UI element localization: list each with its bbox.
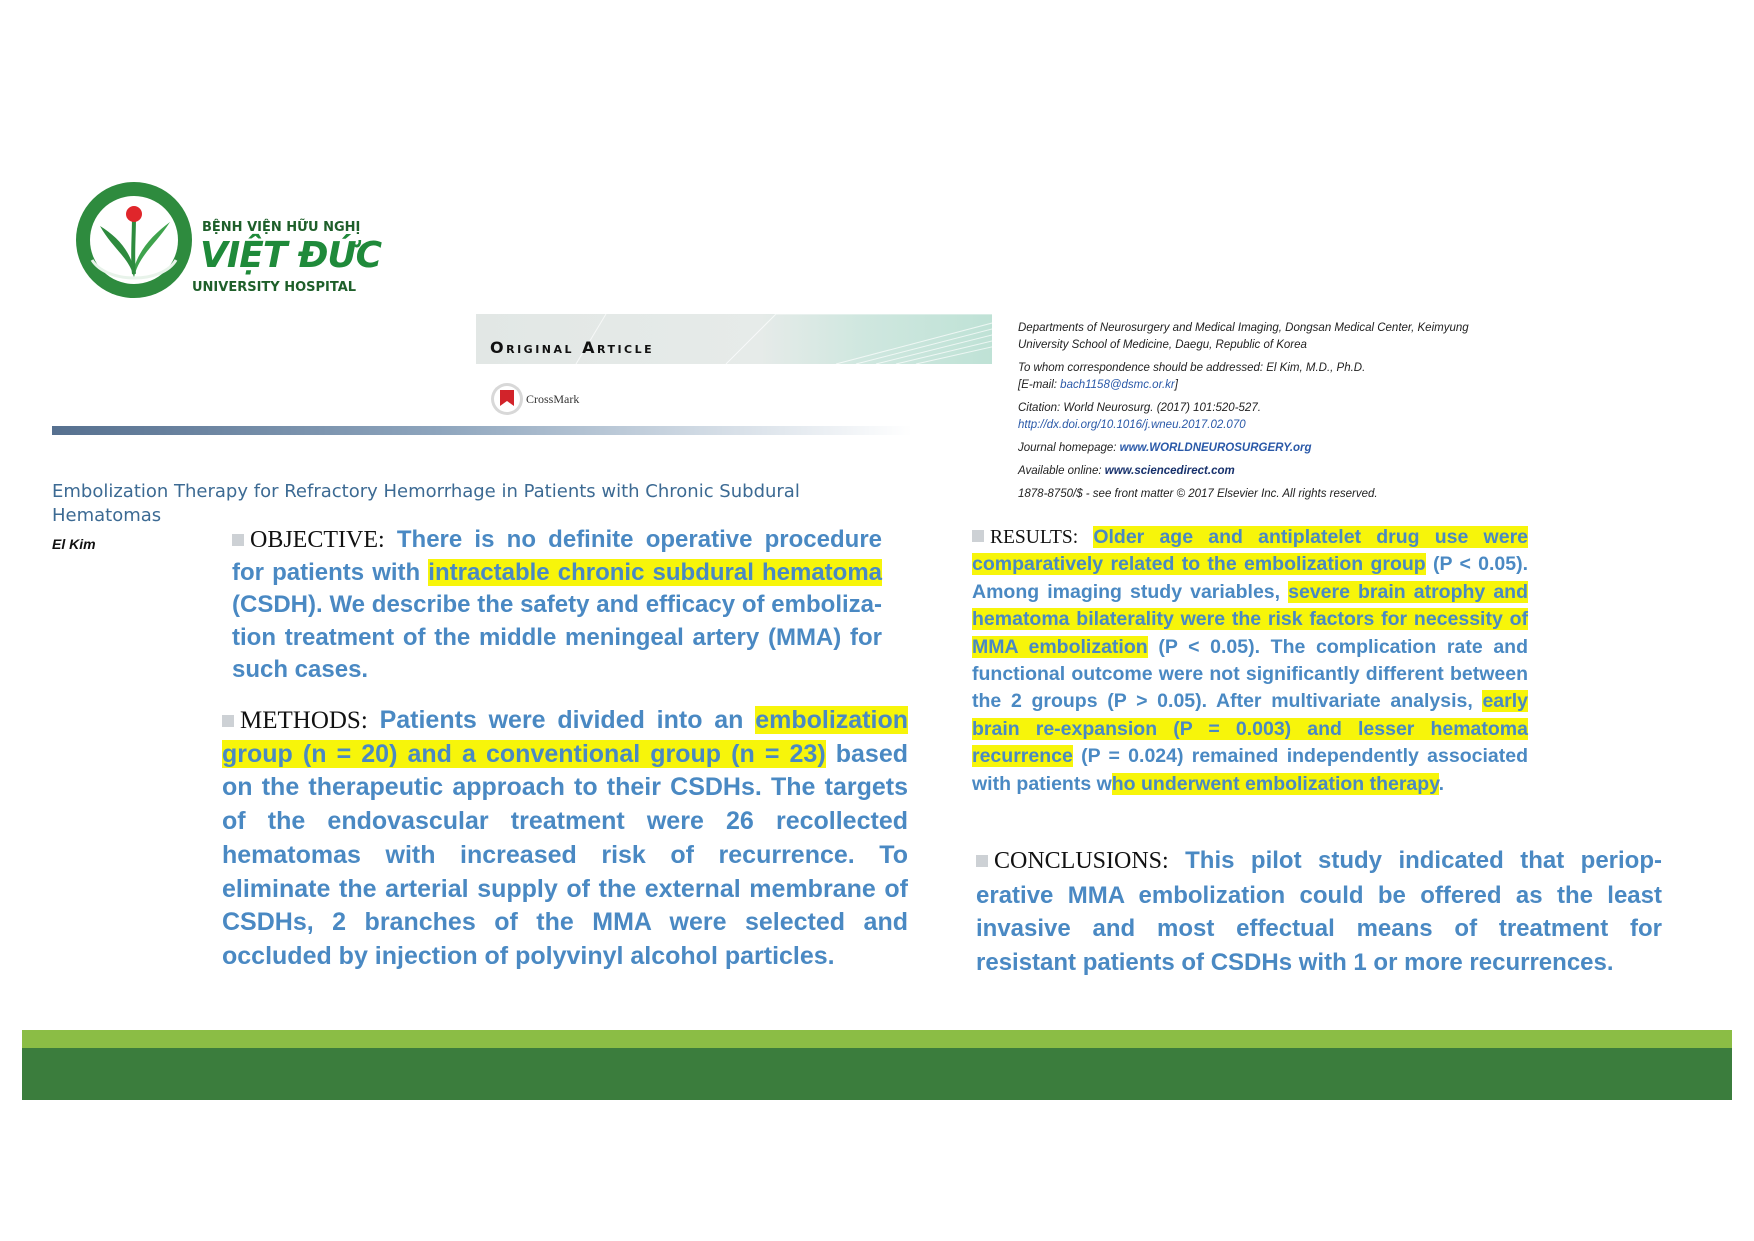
citation-text: Citation: World Neurosurg. (2017) 101:520-527. bbox=[1018, 402, 1261, 414]
article-type-label: Original Article bbox=[490, 338, 655, 357]
hospital-emblem-icon bbox=[72, 178, 197, 303]
logo-line-3: UNIVERSITY HOSPITAL bbox=[192, 280, 357, 295]
results-header: RESULTS: bbox=[990, 527, 1079, 548]
online-line bbox=[1018, 463, 1518, 480]
results-text-2: (P < 0.05). The complication rate and functional outcome were not significantly different between the 2 groups (P > 0.05). After multivariate analysis, bbox=[972, 635, 1528, 713]
methods-section bbox=[222, 704, 908, 974]
methods-text-1: Patients were divided into an bbox=[367, 706, 756, 734]
objective-section bbox=[232, 524, 882, 687]
email-label: [E-mail: bbox=[1018, 379, 1061, 391]
footer-bar-dark bbox=[22, 1048, 1732, 1100]
results-text-3: (P = 0.024) remained independently associated with patients w bbox=[972, 745, 1528, 795]
logo-line-2: VIỆT ĐỨC bbox=[200, 235, 382, 276]
objective-highlight-1: intractable chronic subdural hematoma bbox=[428, 558, 882, 586]
homepage-line bbox=[1018, 440, 1518, 457]
conclusions-header: CONCLUSIONS: bbox=[994, 848, 1169, 874]
conclusions-section bbox=[976, 844, 1662, 979]
crossmark-label: CrossMark bbox=[526, 392, 580, 406]
crossmark-icon bbox=[490, 382, 524, 416]
correspondence-text: To whom correspondence should be addressed: El Kim, M.D., Ph.D. bbox=[1018, 362, 1366, 374]
bullet-square-icon bbox=[972, 530, 984, 542]
doi-link[interactable]: http://dx.doi.org/10.1016/j.wneu.2017.02.070 bbox=[1018, 419, 1246, 431]
results-text-1: (P < 0.05). Among imaging study variables, bbox=[972, 553, 1529, 603]
results-highlight-2: severe brain atrophy and hematoma bilaterality were the risk factors for necessity of MMA embolization bbox=[972, 580, 1528, 658]
crossmark-badge[interactable] bbox=[490, 382, 600, 418]
hospital-logo bbox=[72, 178, 382, 303]
objective-text-1: There is no definite operative procedure for patients with bbox=[232, 526, 882, 586]
results-highlight-1: Older age and antiplatelet drug use were comparatively related to the embolization group bbox=[972, 526, 1529, 576]
objective-text-2: (CSDH). We describe the safety and efficacy of embolization treatment of the middle meningeal artery (MMA) for such cases. bbox=[232, 591, 882, 683]
header-divider bbox=[52, 426, 912, 435]
copyright: 1878-8750/$ - see front matter © 2017 Elsevier Inc. All rights reserved. bbox=[1018, 488, 1378, 500]
methods-text-2: based on the therapeutic approach to their CSDHs. The targets of the endovascular treatment were 26 recollected hematomas with increased risk of recurrence. To eliminate the arterial supply of the external membrane of CSDHs, 2 branches of the MMA were selected and occluded by injection of polyvinyl alcohol particles. bbox=[222, 739, 908, 970]
article-info bbox=[1018, 320, 1518, 509]
homepage-label: Journal homepage: bbox=[1018, 442, 1120, 454]
homepage-link[interactable]: www.WORLDNEUROSURGERY.org bbox=[1119, 442, 1312, 454]
affiliation: Departments of Neurosurgery and Medical Imaging, Dongsan Medical Center, Keimyung University School of Medicine, Daegu, Republic of Korea bbox=[1018, 322, 1469, 351]
citation-block bbox=[1018, 400, 1518, 434]
conclusions-text-1: This pilot study indicated that perioperative MMA embolization could be offered as the least invasive and most effectual means of treatment for resistant patients of CSDHs with 1 or more recurrences. bbox=[976, 847, 1662, 976]
bullet-square-icon bbox=[976, 855, 988, 867]
footer-bar-light bbox=[22, 1030, 1732, 1048]
results-highlight-3: early brain re-expansion (P = 0.003) and lesser hematoma recurrence bbox=[972, 690, 1528, 768]
logo-line-1: BỆNH VIỆN HỮU NGHỊ bbox=[202, 220, 361, 235]
objective-header: OBJECTIVE: bbox=[250, 527, 385, 553]
results-section bbox=[972, 524, 1528, 798]
email-end: ] bbox=[1174, 379, 1178, 391]
article-type-banner bbox=[476, 314, 992, 364]
methods-highlight-1: embolization group (n = 20) and a conventional group (n = 23) bbox=[222, 706, 908, 768]
bullet-square-icon bbox=[222, 715, 234, 727]
article-author: El Kim bbox=[52, 536, 96, 552]
online-label: Available online: bbox=[1018, 465, 1105, 477]
online-link[interactable]: www.sciencedirect.com bbox=[1104, 465, 1235, 477]
methods-header: METHODS: bbox=[240, 707, 368, 734]
email-link[interactable]: bach1158@dsmc.or.kr bbox=[1060, 379, 1175, 391]
results-text-4: . bbox=[1438, 772, 1445, 795]
results-highlight-4: ho underwent embolization therapy bbox=[1111, 772, 1439, 795]
article-title: Embolization Therapy for Refractory Hemorrhage in Patients with Chronic Subdural Hematomas bbox=[52, 481, 800, 526]
bullet-square-icon bbox=[232, 534, 244, 546]
correspondence bbox=[1018, 360, 1518, 394]
